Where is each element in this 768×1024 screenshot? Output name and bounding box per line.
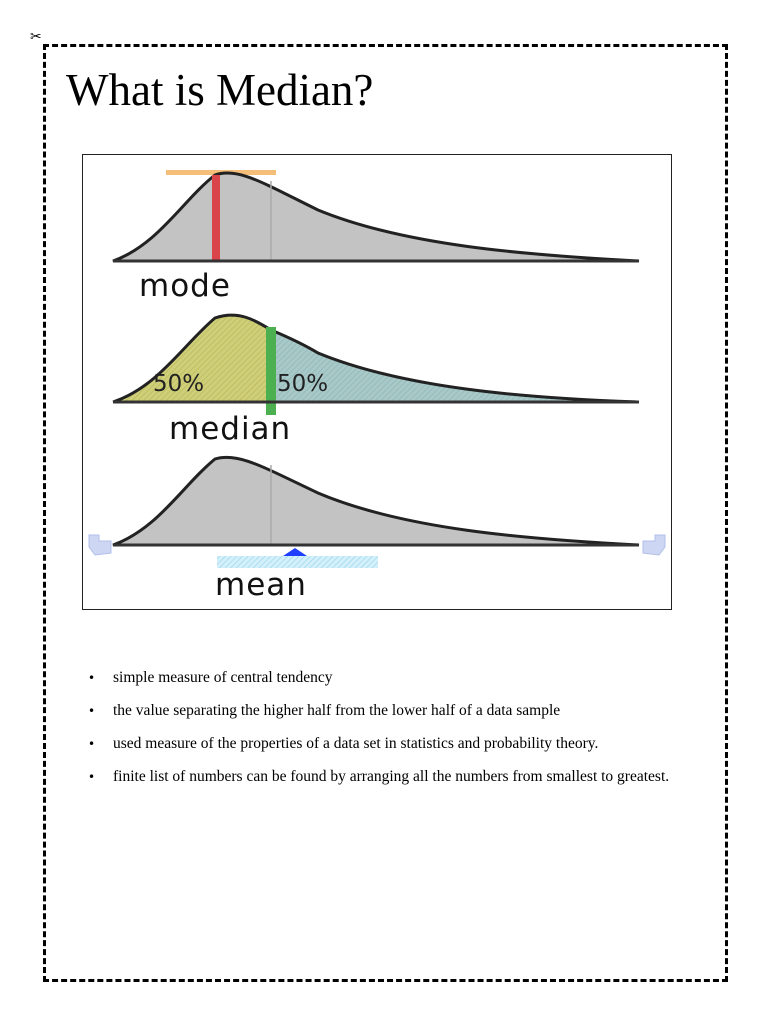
bullet-icon: • — [88, 671, 96, 685]
list-item-text: the value separating the higher half from the lower half of a data sample — [113, 702, 561, 719]
list-item — [88, 734, 678, 754]
right-hand-icon — [643, 535, 665, 555]
list-item-text: finite list of numbers can be found by arranging all the numbers from smallest to greatest. — [113, 768, 670, 785]
distribution-illustration — [83, 155, 671, 609]
mean-label: mean — [215, 567, 307, 603]
bullet-list — [88, 668, 678, 800]
list-item-text: simple measure of central tendency — [113, 669, 333, 686]
median-panel — [113, 315, 639, 447]
list-item — [88, 668, 678, 688]
left-hand-icon — [89, 535, 111, 555]
mean-panel — [89, 457, 665, 603]
median-right-percent: 50% — [277, 371, 329, 397]
mode-curve — [113, 173, 639, 261]
bullet-icon: • — [88, 704, 96, 718]
list-item — [88, 767, 678, 787]
median-left-percent: 50% — [153, 371, 205, 397]
bullet-icon: • — [88, 737, 96, 751]
page-title: What is Median? — [66, 65, 374, 115]
distribution-figure — [82, 154, 672, 610]
mean-fulcrum — [283, 548, 307, 556]
mean-curve — [113, 457, 639, 545]
bullet-icon: • — [88, 770, 96, 784]
mode-marker — [212, 175, 220, 261]
mode-label: mode — [139, 268, 231, 304]
mode-panel — [113, 170, 639, 304]
list-item-text: used measure of the properties of a data set in statistics and probability theory. — [113, 735, 599, 752]
median-label: median — [169, 411, 292, 447]
list-item — [88, 701, 678, 721]
scissors-icon: ✂ — [30, 29, 42, 45]
